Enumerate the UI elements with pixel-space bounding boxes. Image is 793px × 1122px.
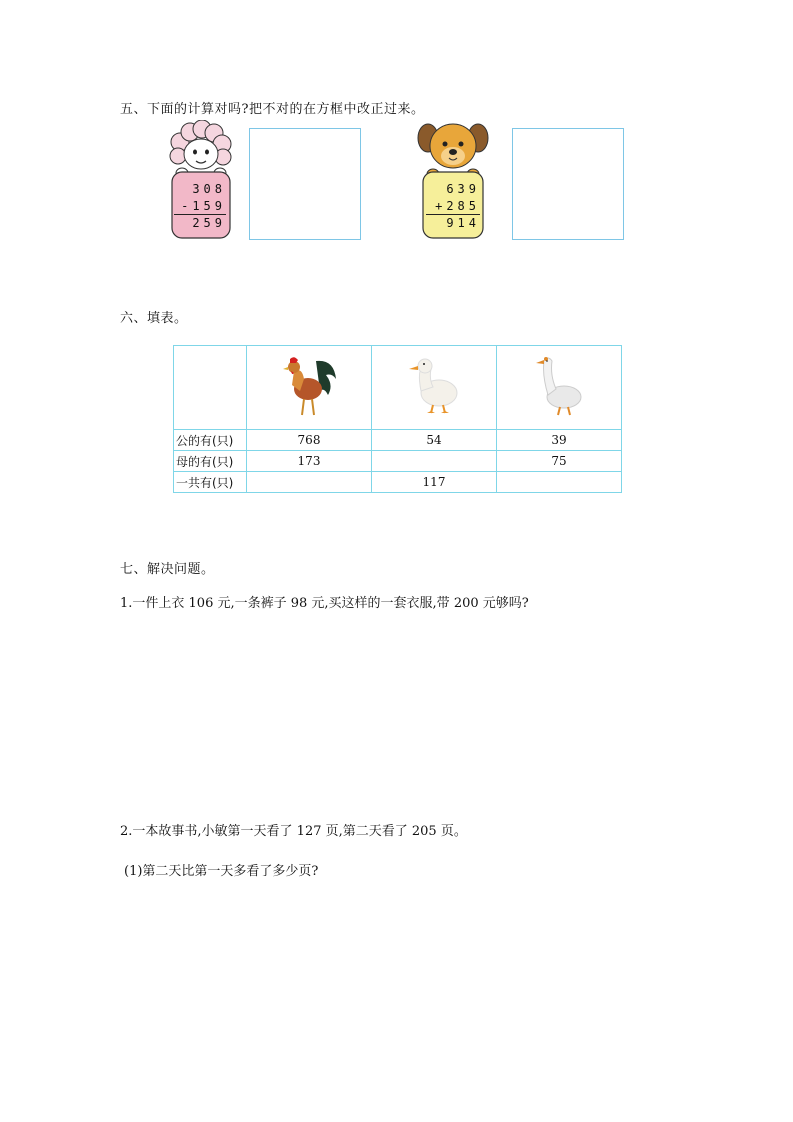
total-goose-cell[interactable] [497, 472, 622, 493]
question-2-part-1: (1)第二天比第一天多看了多少页? [124, 864, 319, 879]
animal-count-table [173, 345, 622, 493]
row-label-male: 公的有(只) [174, 430, 247, 451]
duck-icon [399, 351, 469, 421]
table-header-row [174, 346, 622, 430]
sheep-calc-line [174, 214, 226, 215]
answer-box-1[interactable] [249, 128, 361, 240]
female-duck-cell[interactable] [372, 451, 497, 472]
row-label-total: 一共有(只) [174, 472, 247, 493]
female-rooster-cell[interactable]: 173 [247, 451, 372, 472]
table-row [174, 430, 622, 451]
duck-cell [372, 346, 497, 430]
dog-calc-result: 914 [446, 216, 480, 230]
total-rooster-cell[interactable] [247, 472, 372, 493]
rooster-cell [247, 346, 372, 430]
table-corner-cell [174, 346, 247, 430]
section6-heading: 六、填表。 [120, 311, 188, 326]
question-2: 2.一本故事书,小敏第一天看了 127 页,第二天看了 205 页。 [120, 824, 467, 839]
sheep-calc-operand: -159 [181, 199, 226, 213]
dog-calc-operand: +285 [435, 199, 480, 213]
sheep-calc-top: 308 [192, 182, 226, 196]
male-rooster-cell[interactable]: 768 [247, 430, 372, 451]
rooster-icon [274, 351, 344, 421]
table-row [174, 472, 622, 493]
dog-calc-top: 639 [446, 182, 480, 196]
total-duck-cell[interactable]: 117 [372, 472, 497, 493]
answer-box-2[interactable] [512, 128, 624, 240]
female-goose-cell[interactable]: 75 [497, 451, 622, 472]
question-1: 1.一件上衣 106 元,一条裤子 98 元,买这样的一套衣服,带 200 元够吗? [120, 596, 529, 611]
section7-heading: 七、解决问题。 [120, 562, 215, 577]
dog-calc-line [426, 214, 480, 215]
male-duck-cell[interactable]: 54 [372, 430, 497, 451]
male-goose-cell[interactable]: 39 [497, 430, 622, 451]
sheep-calc-result: 259 [192, 216, 226, 230]
goose-icon [524, 351, 594, 421]
goose-cell [497, 346, 622, 430]
row-label-female: 母的有(只) [174, 451, 247, 472]
table-row [174, 451, 622, 472]
section5-heading: 五、下面的计算对吗?把不对的在方框中改正过来。 [120, 102, 425, 117]
